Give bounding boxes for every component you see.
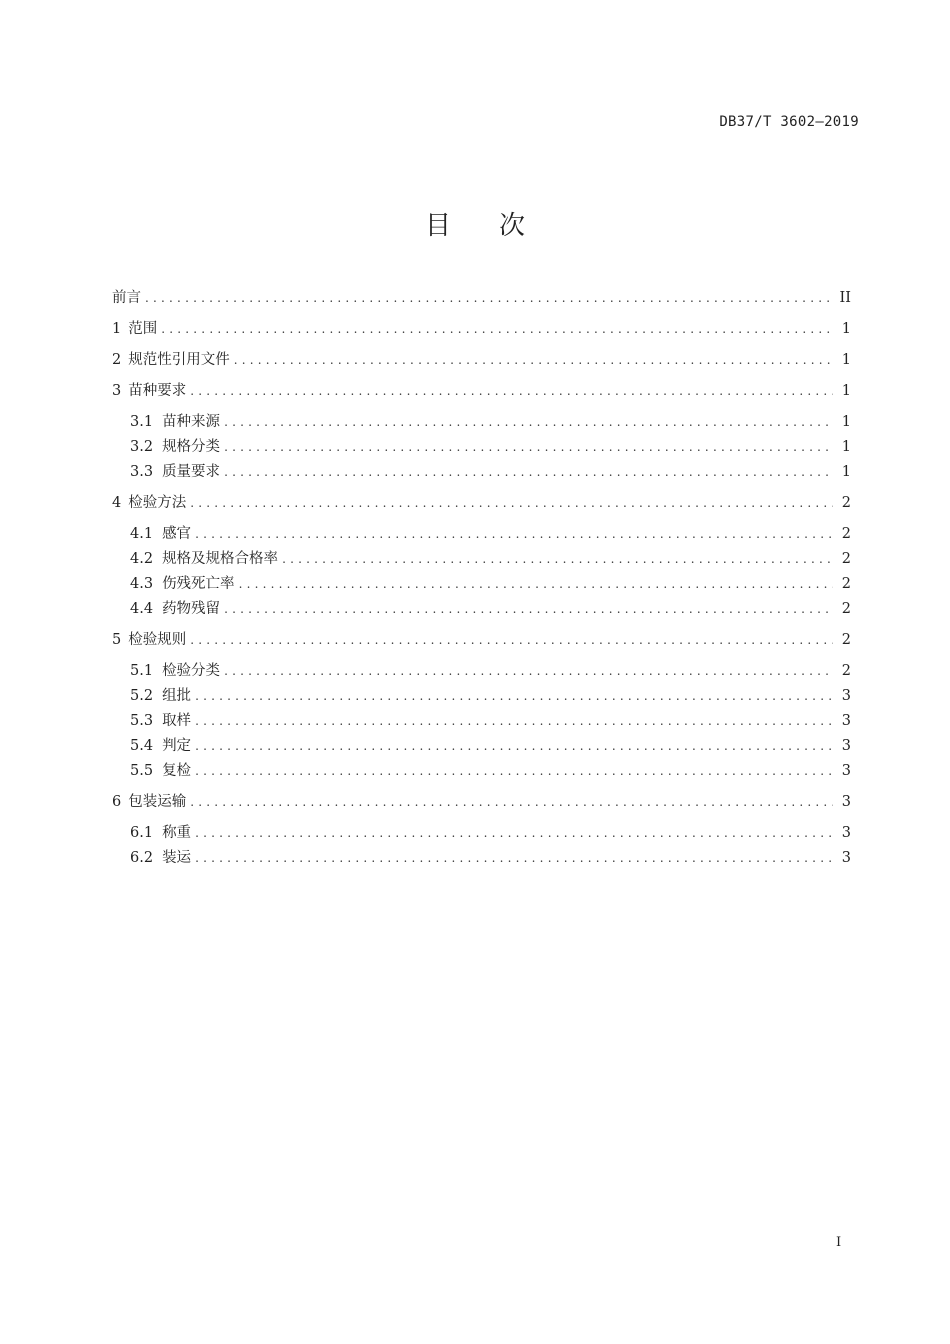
toc-entry-number: 3 [112,383,122,399]
toc-entry-number: 6.2 [130,850,154,866]
toc-entry[interactable] [130,760,851,782]
toc-entry-label: 规格分类 [162,439,221,455]
toc-entry-label: 规范性引用文件 [128,352,230,368]
dot-leader [224,411,833,433]
toc-entry[interactable] [130,548,851,570]
toc-entry[interactable] [130,461,851,483]
toc-entry[interactable] [130,573,851,595]
toc-entry-label: 称重 [162,825,192,841]
toc-entry-label: 范围 [128,321,158,337]
dot-leader [190,492,833,514]
toc-entry-label: 组批 [162,688,192,704]
toc-entry-page: 2 [841,526,851,542]
toc-entry-label: 规格及规格合格率 [162,551,279,567]
dot-leader [190,380,833,402]
toc-entry[interactable] [130,735,851,757]
toc-entry-number: 3.1 [130,414,154,430]
toc-entry-page: II [839,290,851,306]
dot-leader [282,548,833,570]
toc-entry-label: 前言 [112,290,141,306]
dot-leader [195,822,833,844]
toc-entry[interactable] [112,380,851,402]
toc-title: 目次 [424,211,573,241]
page-number: I [836,1235,842,1250]
toc-entry[interactable] [130,847,851,869]
dot-leader [195,735,833,757]
toc-entry[interactable] [130,660,851,682]
toc-entry-number: 5.2 [130,688,154,704]
toc-entry-page: 2 [841,495,851,511]
toc-entry-page: 1 [841,439,851,455]
toc-entry[interactable] [130,598,851,620]
toc-entry-page: 1 [841,321,851,337]
toc-entry-label: 包装运输 [128,794,187,810]
toc-entry-label: 装运 [162,850,192,866]
dot-leader [195,847,833,869]
toc-entry-page: 3 [841,738,851,754]
toc-entry[interactable] [112,791,851,813]
dot-leader [224,660,833,682]
toc-entry-page: 1 [841,352,851,368]
toc-entry-number: 1 [112,321,122,337]
dot-leader [224,598,833,620]
toc-entry-label: 检验分类 [162,663,221,679]
toc-entry-number: 4.2 [130,551,154,567]
toc-entry[interactable] [130,411,851,433]
toc-entry-page: 3 [841,688,851,704]
toc-entry[interactable] [112,318,851,340]
dot-leader [224,461,833,483]
toc-entry-label: 检验方法 [128,495,187,511]
toc-entry-page: 3 [841,713,851,729]
dot-leader [239,573,833,595]
toc-entry-number: 4.1 [130,526,154,542]
toc-entry-page: 3 [841,794,851,810]
toc-entry[interactable] [112,492,851,514]
dot-leader [190,791,833,813]
toc-entry-number: 3.3 [130,464,154,480]
dot-leader [195,523,833,545]
toc-entry[interactable] [112,629,851,651]
toc-entry-label: 药物残留 [162,601,221,617]
toc-entry-page: 2 [841,601,851,617]
dot-leader [224,436,833,458]
toc-entry-number: 4 [112,495,122,511]
dot-leader [145,287,833,309]
toc-entry-label: 伤残死亡率 [162,576,235,592]
dot-leader [161,318,833,340]
toc-entry-label: 检验规则 [128,632,187,648]
dot-leader [195,710,833,732]
toc-entry-page: 2 [841,551,851,567]
toc-entry-label: 取样 [162,713,192,729]
toc-entry-page: 1 [841,414,851,430]
toc-entry-label: 复检 [162,763,192,779]
dot-leader [190,629,833,651]
toc-entry-number: 6.1 [130,825,154,841]
toc-entry[interactable] [130,523,851,545]
toc-entry-label: 判定 [162,738,192,754]
toc-entry[interactable] [112,287,851,309]
toc-entry-page: 1 [841,383,851,399]
toc-entry-page: 2 [841,576,851,592]
toc-entry-number: 2 [112,352,122,368]
dot-leader [195,760,833,782]
toc-entry[interactable] [130,436,851,458]
toc-entry-label: 苗种要求 [128,383,187,399]
document-code: DB37/T 3602—2019 [719,114,859,130]
toc-entry-label: 质量要求 [162,464,221,480]
toc-entry[interactable] [112,349,851,371]
toc-entry-label: 感官 [162,526,192,542]
toc-entry-page: 2 [841,663,851,679]
toc-entry-page: 3 [841,825,851,841]
toc-entry-number: 6 [112,794,122,810]
toc-entry[interactable] [130,710,851,732]
toc-entry-number: 5 [112,632,122,648]
toc-entry-number: 5.1 [130,663,154,679]
toc-entry-number: 3.2 [130,439,154,455]
toc-entry-number: 4.4 [130,601,154,617]
dot-leader [234,349,833,371]
toc-entry-page: 2 [841,632,851,648]
toc-entry[interactable] [130,822,851,844]
toc-entry-page: 3 [841,763,851,779]
toc-entry-label: 苗种来源 [162,414,221,430]
toc-entry-page: 1 [841,464,851,480]
toc-entry[interactable] [130,685,851,707]
toc-entry-number: 5.4 [130,738,154,754]
toc-entry-number: 5.5 [130,763,154,779]
toc-entry-page: 3 [841,850,851,866]
dot-leader [195,685,833,707]
toc-entry-number: 4.3 [130,576,154,592]
toc-entry-number: 5.3 [130,713,154,729]
